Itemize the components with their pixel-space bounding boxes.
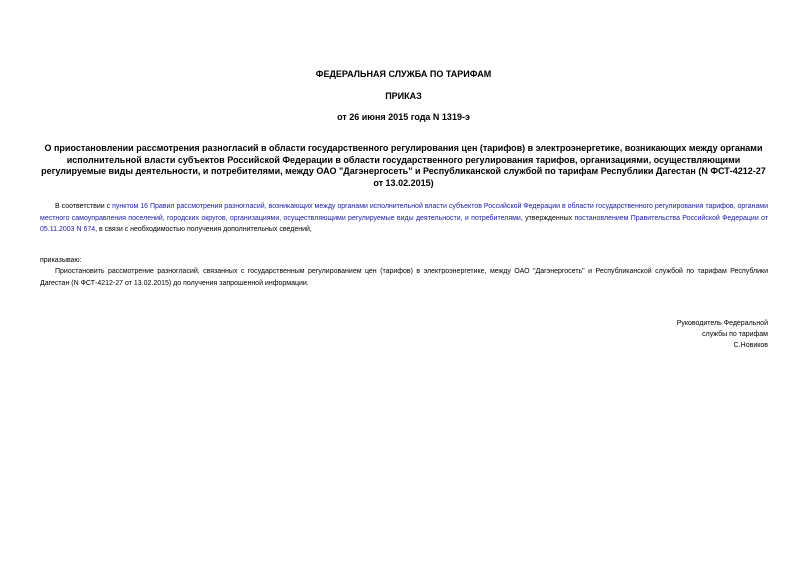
rules-clause-link[interactable]: пунктом 16 Правил рассмотрения разногласий, возникающих между органами исполнительной власти субъектов Российской Федерации в области государственного регулирования тарифов, органами местного самоуправления поселений, городских округов, организациями, осуществляющими регулируемые виды деятельности, и потребителями [40, 203, 769, 222]
order-paragraph: Приостановить рассмотрение разногласий, связанных с государственным регулированием цен (тарифов) в электроэнергетике, между ОАО "Дагэнергосеть" и Республиканской службой по тарифам Республики Дагестан (N ФСТ-4212-27 от 13.02.2015) до получения запрошенной информации. [40, 268, 768, 287]
signature-block [677, 318, 768, 351]
preamble-middle: , утвержденных [520, 214, 575, 222]
preamble-prefix: В соответствии с [55, 203, 113, 210]
document-title: О приостановлении рассмотрения разногласий в области государственного регулирования цен (тарифов) в электроэнергетике, возникающих между органами исполнительной власти субъектов Российской Федерации в области государственного регулирования тарифов, организациями, осуществляющими регулируемые виды деятельности, и потребителями, между ОАО "Дагэнергосеть" и Республиканской службой по тарифам Республики Дагестан (N ФСТ-4212-27 от 13.02.2015) [41, 143, 766, 188]
document-date-number: от 26 июня 2015 года N 1319-э [337, 112, 470, 122]
document-type: ПРИКАЗ [385, 91, 422, 101]
preamble-paragraph [40, 201, 768, 236]
signature-position-line2: службы по тарифам [702, 331, 768, 338]
signature-position-line1: Руководитель Федеральной [676, 320, 768, 327]
government-decree-link[interactable]: постановлением Правительства Российской Федерации от 05.11.2003 N 674 [40, 214, 769, 233]
agency-name: ФЕДЕРАЛЬНАЯ СЛУЖБА ПО ТАРИФАМ [315, 69, 492, 79]
order-word: приказываю: [40, 257, 82, 264]
preamble-suffix: , в связи с необходимостью получения дополнительных сведений, [95, 226, 312, 233]
signature-name: С.Новиков [733, 342, 768, 349]
